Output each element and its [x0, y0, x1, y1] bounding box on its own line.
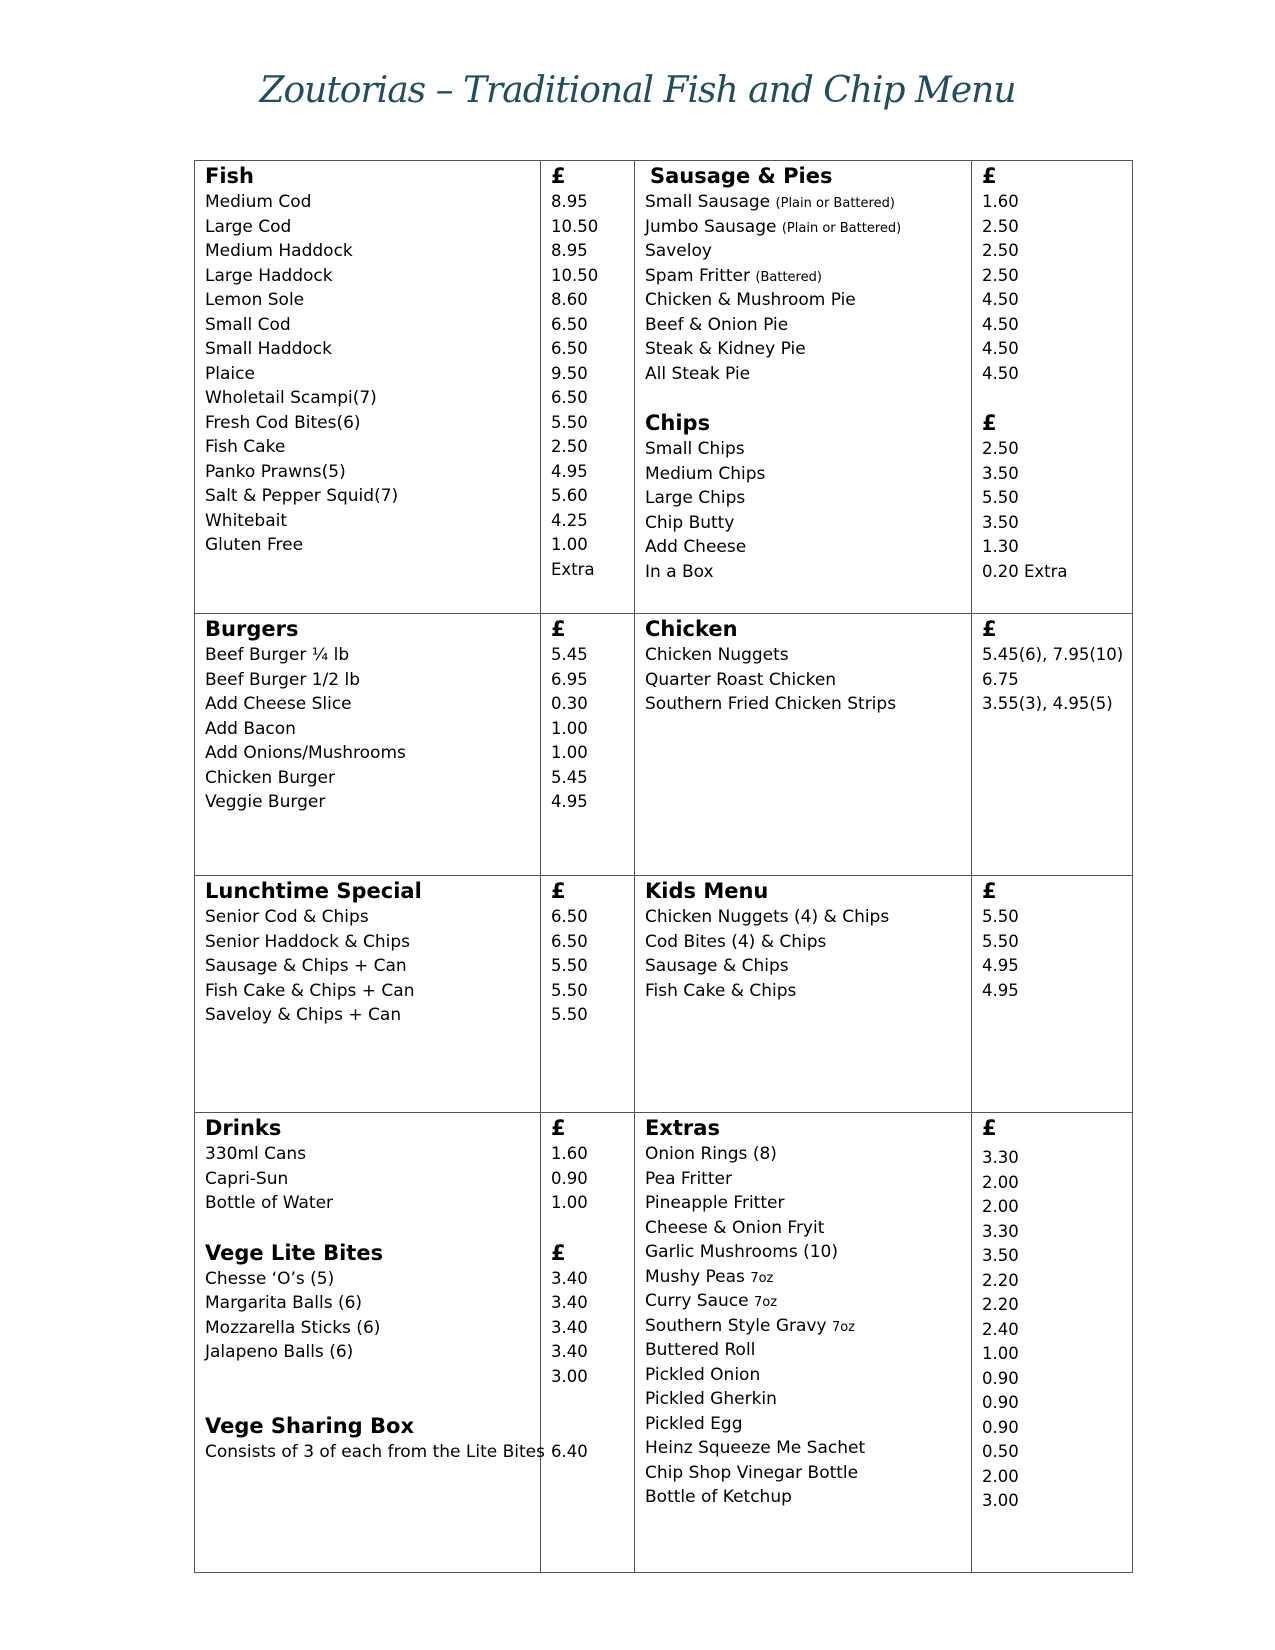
- menu-item: Chicken Nuggets: [645, 645, 789, 665]
- currency-header: £: [551, 1116, 566, 1140]
- menu-item: Chicken Nuggets (4) & Chips: [645, 907, 890, 927]
- menu-item: Small Haddock: [205, 339, 332, 359]
- item-name: Pickled Egg: [645, 1413, 743, 1434]
- menu-price: 9.50: [551, 363, 588, 383]
- currency-header: £: [982, 879, 997, 903]
- chicken-price-list: [982, 643, 1122, 717]
- menu-price: 6.50: [551, 339, 588, 358]
- menu-row-4: [195, 1113, 1133, 1573]
- menu-item: Medium Haddock: [205, 241, 353, 261]
- menu-item: [645, 1167, 961, 1192]
- menu-price: 6.50: [551, 388, 588, 407]
- menu-item: Add Cheese Slice: [205, 694, 352, 714]
- menu-item: Small Cod: [205, 314, 291, 335]
- item-name: Steak & Kidney Pie: [645, 339, 806, 359]
- menu-price: 3.50: [982, 1246, 1019, 1265]
- menu-price: 2.20: [982, 1295, 1019, 1314]
- chicken-items: [645, 643, 961, 717]
- menu-item: [645, 1461, 961, 1486]
- item-name: Southern Style Gravy: [645, 1315, 832, 1336]
- fish-prices: [541, 161, 635, 614]
- item-name: Chip Shop Vinegar Bottle: [645, 1462, 859, 1483]
- item-name: Buttered Roll: [645, 1340, 756, 1360]
- menu-price: 2.00: [982, 1466, 1019, 1486]
- kids-section: [635, 876, 972, 1113]
- menu-price: 4.95: [551, 461, 588, 481]
- menu-item: [645, 1216, 961, 1241]
- item-name: Cheese & Onion Fryit: [645, 1217, 825, 1238]
- menu-price: 1.60: [551, 1144, 588, 1163]
- item-note: 7oz: [753, 1295, 778, 1310]
- section-heading-vege-box: Vege Sharing Box: [205, 1414, 415, 1438]
- menu-item: Gluten Free: [205, 535, 304, 555]
- menu-price: 5.50: [982, 488, 1019, 507]
- vege-box-items: [205, 1440, 545, 1465]
- menu-price: 5.50: [551, 980, 588, 1000]
- menu-item: Beef Burger ¼ lb: [205, 645, 350, 665]
- menu-price: 3.50: [982, 463, 1019, 483]
- menu-price: 0.90: [982, 1368, 1019, 1388]
- menu-item: [645, 1436, 961, 1461]
- menu-price: 2.20: [982, 1270, 1019, 1290]
- item-note: 7oz: [831, 1319, 856, 1335]
- menu-price: 0.90: [982, 1393, 1019, 1412]
- drinks-vege-prices: [541, 1113, 635, 1573]
- menu-item: [645, 1265, 961, 1290]
- item-name: Pineapple Fritter: [645, 1193, 785, 1213]
- item-name: Curry Sauce: [645, 1291, 754, 1311]
- item-name: Garlic Mushrooms (10): [645, 1242, 838, 1262]
- menu-price: 5.50: [982, 907, 1019, 926]
- menu-item: Beef Burger 1/2 lb: [205, 669, 361, 690]
- menu-item: Large Haddock: [205, 265, 333, 286]
- item-note: (Plain or Battered): [781, 220, 902, 236]
- section-heading-chips: Chips: [645, 411, 711, 435]
- menu-price: 1.00: [551, 718, 588, 738]
- menu-price: 4.95: [982, 956, 1019, 975]
- extras-section: [635, 1113, 972, 1573]
- menu-price: 3.00: [982, 1491, 1019, 1510]
- menu-item: Chip Butty: [645, 512, 735, 533]
- menu-item: Jalapeno Balls (6): [205, 1342, 354, 1362]
- chips-price-list: [982, 437, 1122, 584]
- menu-price: 1.00: [982, 1344, 1019, 1363]
- menu-price: 4.50: [982, 290, 1019, 309]
- sausage-pies-chips-section: [635, 161, 972, 614]
- menu-item: [645, 362, 961, 387]
- extras-items: [645, 1142, 961, 1510]
- burgers-prices: [541, 614, 635, 876]
- item-name: All Steak Pie: [645, 363, 751, 384]
- burgers-price-list: [551, 643, 624, 815]
- menu-price: 6.50: [551, 314, 588, 334]
- menu-item: [645, 190, 961, 215]
- menu-price: 4.50: [982, 339, 1019, 358]
- menu-item: [645, 1485, 961, 1510]
- menu-price: 3.40: [551, 1293, 588, 1312]
- menu-price: 0.30: [551, 694, 588, 713]
- menu-price: 5.60: [551, 486, 588, 505]
- menu-item: Lemon Sole: [205, 290, 305, 310]
- menu-item: [645, 337, 961, 362]
- menu-item: Quarter Roast Chicken: [645, 669, 837, 690]
- menu-price: 5.50: [551, 1005, 588, 1024]
- menu-price: 6.95: [551, 669, 588, 689]
- item-note: 7oz: [750, 1270, 774, 1286]
- item-name: Pea Fritter: [645, 1168, 732, 1189]
- menu-item: Margarita Balls (6): [205, 1293, 363, 1313]
- sausage-pies-price-list: [982, 190, 1122, 386]
- menu-item: [645, 1387, 961, 1412]
- item-name: Bottle of Ketchup: [645, 1487, 792, 1507]
- menu-item: Mozzarella Sticks (6): [205, 1317, 381, 1338]
- menu-price: 6.50: [551, 907, 588, 926]
- menu-item: Consists of 3 of each from the Lite Bites: [205, 1442, 545, 1462]
- section-heading-burgers: Burgers: [205, 617, 299, 641]
- menu-item: Large Cod: [205, 216, 292, 237]
- vege-lite-price-list: [551, 1267, 624, 1390]
- section-heading-drinks: Drinks: [205, 1116, 282, 1140]
- menu-price: 1.00: [551, 1193, 588, 1212]
- chicken-prices: [972, 614, 1133, 876]
- menu-item: Add Cheese: [645, 537, 747, 557]
- lunchtime-items: [205, 905, 530, 1028]
- menu-price: 1.00: [551, 535, 588, 554]
- menu-price: 2.40: [982, 1319, 1019, 1339]
- menu-item: Senior Cod & Chips: [205, 907, 369, 927]
- menu-item: Salt & Pepper Squid(7): [205, 486, 399, 506]
- section-heading-extras: Extras: [645, 1116, 720, 1140]
- item-name: Mushy Peas: [645, 1266, 751, 1287]
- menu-price: 0.20 Extra: [982, 561, 1068, 581]
- item-name: Chicken & Mushroom Pie: [645, 290, 856, 310]
- menu-item: Fish Cake: [205, 437, 286, 457]
- menu-item: Fish Cake & Chips + Can: [205, 980, 415, 1001]
- menu-item: Fresh Cod Bites(6): [205, 412, 361, 433]
- menu-price: 6.75: [982, 669, 1019, 689]
- menu-item: Small Chips: [645, 439, 745, 459]
- menu-price: 6.40: [551, 1442, 588, 1461]
- menu-item: Capri-Sun: [205, 1168, 289, 1189]
- menu-item: [645, 264, 961, 289]
- menu-item: Fish Cake & Chips: [645, 980, 797, 1001]
- drinks-price-list: [551, 1142, 624, 1216]
- item-name: Small Sausage: [645, 192, 776, 212]
- item-name: Spam Fritter: [645, 265, 756, 286]
- menu-price: 2.50: [982, 439, 1019, 458]
- menu-price: 4.50: [982, 314, 1019, 334]
- menu-price: 2.50: [982, 216, 1019, 236]
- menu-item: Add Onions/Mushrooms: [205, 743, 406, 763]
- menu-item: Add Bacon: [205, 718, 296, 739]
- section-heading-chicken: Chicken: [645, 617, 738, 641]
- menu-item: [645, 288, 961, 313]
- menu-price: 5.50: [551, 412, 588, 432]
- menu-price: 1.30: [982, 537, 1019, 556]
- menu-price: 2.50: [982, 265, 1019, 285]
- currency-header: £: [551, 1240, 566, 1265]
- menu-price: 8.95: [551, 241, 588, 260]
- lunchtime-section: [195, 876, 541, 1113]
- menu-price: 6.50: [551, 931, 588, 951]
- menu-price: 2.00: [982, 1172, 1019, 1192]
- item-note: (Plain or Battered): [775, 196, 895, 211]
- kids-prices: [972, 876, 1133, 1113]
- item-name: Onion Rings (8): [645, 1144, 777, 1164]
- sausage-pies-chips-prices: [972, 161, 1133, 614]
- item-note: (Battered): [755, 269, 822, 285]
- extras-prices: [972, 1113, 1133, 1573]
- menu-price: 3.40: [551, 1317, 588, 1337]
- menu-title: Zoutorias – Traditional Fish and Chip Menu: [259, 70, 1016, 111]
- fish-section: [195, 161, 541, 614]
- menu-price: Extra: [551, 559, 595, 579]
- menu-row-2: [195, 614, 1133, 876]
- menu-item: Medium Chips: [645, 463, 766, 484]
- section-heading-lunchtime: Lunchtime Special: [205, 879, 422, 903]
- menu-item: Sausage & Chips + Can: [205, 956, 407, 976]
- menu-item: Plaice: [205, 363, 255, 384]
- item-name: Pickled Onion: [645, 1364, 761, 1385]
- menu-item: [645, 313, 961, 338]
- menu-price: 3.40: [551, 1342, 588, 1361]
- menu-price: 4.50: [982, 363, 1019, 383]
- menu-price: 4.25: [551, 510, 588, 530]
- menu-price: 5.45: [551, 645, 588, 664]
- menu-price: 3.40: [551, 1268, 588, 1288]
- kids-items: [645, 905, 961, 1003]
- menu-price: 5.50: [551, 956, 588, 975]
- menu-item: Cod Bites (4) & Chips: [645, 931, 827, 952]
- item-name: Saveloy: [645, 241, 712, 261]
- drinks-vege-section: [195, 1113, 545, 1573]
- menu-price: 4.95: [982, 980, 1019, 1000]
- menu-item: Whitebait: [205, 510, 288, 531]
- menu-price: 10.50: [551, 265, 599, 285]
- menu-item: [645, 1240, 961, 1265]
- menu-item: Southern Fried Chicken Strips: [645, 694, 897, 714]
- menu-item: Chicken Burger: [205, 767, 335, 788]
- menu-price: 2.50: [551, 437, 588, 456]
- menu-price: 3.30: [982, 1148, 1019, 1167]
- menu-item: [645, 239, 961, 264]
- menu-price: 8.95: [551, 192, 588, 211]
- menu-row-3: [195, 876, 1133, 1113]
- menu-item: 330ml Cans: [205, 1144, 307, 1164]
- menu-item: In a Box: [645, 561, 714, 582]
- item-name: Heinz Squeeze Me Sachet: [645, 1438, 866, 1458]
- menu-price: 3.55(3), 4.95(5): [982, 694, 1113, 713]
- fish-price-list: [551, 190, 624, 582]
- menu-price: 1.00: [551, 743, 588, 762]
- menu-price: 0.90: [551, 1168, 588, 1188]
- currency-header: £: [982, 617, 997, 641]
- menu-price: 0.50: [982, 1442, 1019, 1461]
- menu-price: 5.45(6), 7.95(10): [982, 645, 1124, 664]
- item-name: Beef & Onion Pie: [645, 314, 789, 335]
- item-name: Jumbo Sausage: [645, 216, 782, 237]
- menu-item: [645, 1142, 961, 1167]
- menu-row-1: [195, 161, 1133, 614]
- item-name: Pickled Gherkin: [645, 1389, 777, 1409]
- burgers-items: [205, 643, 530, 815]
- vege-lite-items: [205, 1267, 530, 1365]
- kids-price-list: [982, 905, 1122, 1003]
- menu-price: 0.90: [982, 1417, 1019, 1437]
- fish-items: [205, 190, 530, 558]
- currency-header: £: [551, 617, 566, 641]
- burgers-section: [195, 614, 541, 876]
- currency-header: £: [982, 1116, 997, 1140]
- menu-item: [645, 1363, 961, 1388]
- menu-item: Panko Prawns(5): [205, 461, 346, 482]
- lunchtime-price-list: [551, 905, 624, 1028]
- menu-price: 2.00: [982, 1197, 1019, 1216]
- section-heading-sausage-pies: Sausage & Pies: [650, 164, 833, 188]
- menu-item: [645, 215, 961, 240]
- menu-item: [645, 1191, 961, 1216]
- menu-item: Saveloy & Chips + Can: [205, 1005, 402, 1025]
- currency-header: £: [551, 879, 566, 903]
- drinks-items: [205, 1142, 530, 1216]
- menu-price: 4.95: [551, 792, 588, 811]
- extras-price-list: [982, 1146, 1122, 1514]
- chicken-section: [635, 614, 972, 876]
- section-heading-fish: Fish: [205, 164, 254, 188]
- menu-item: Senior Haddock & Chips: [205, 931, 410, 952]
- section-heading-vege-lite: Vege Lite Bites: [205, 1240, 384, 1265]
- menu-item: Wholetail Scampi(7): [205, 388, 377, 408]
- currency-header: £: [982, 411, 997, 435]
- menu-price: 1.60: [982, 192, 1019, 211]
- menu-price: 8.60: [551, 290, 588, 309]
- menu-item: Chesse ‘O’s (5): [205, 1268, 335, 1289]
- vege-box-price-list: [551, 1440, 624, 1465]
- menu-price: 5.45: [551, 767, 588, 787]
- lunchtime-prices: [541, 876, 635, 1113]
- menu-item: [645, 1289, 961, 1314]
- menu-price: 3.00: [551, 1366, 588, 1386]
- menu-item: [645, 1338, 961, 1363]
- menu-item: Bottle of Water: [205, 1193, 334, 1213]
- menu-price: 10.50: [551, 216, 599, 236]
- menu-item: Medium Cod: [205, 192, 312, 212]
- menu-item: [645, 1314, 961, 1339]
- menu-item: Veggie Burger: [205, 792, 326, 812]
- chips-items: [645, 437, 961, 584]
- currency-header: £: [551, 164, 566, 188]
- menu-price: 3.50: [982, 512, 1019, 532]
- menu-price: 2.50: [982, 241, 1019, 260]
- menu-price: 5.50: [982, 931, 1019, 951]
- menu-table: [194, 160, 1133, 1573]
- section-heading-kids: Kids Menu: [645, 879, 769, 903]
- menu-item: Sausage & Chips: [645, 956, 789, 976]
- menu-item: Large Chips: [645, 488, 746, 508]
- menu-item: [645, 1412, 961, 1437]
- menu-price: 3.30: [982, 1221, 1019, 1241]
- currency-header: £: [982, 164, 997, 188]
- sausage-pies-items: [645, 190, 961, 386]
